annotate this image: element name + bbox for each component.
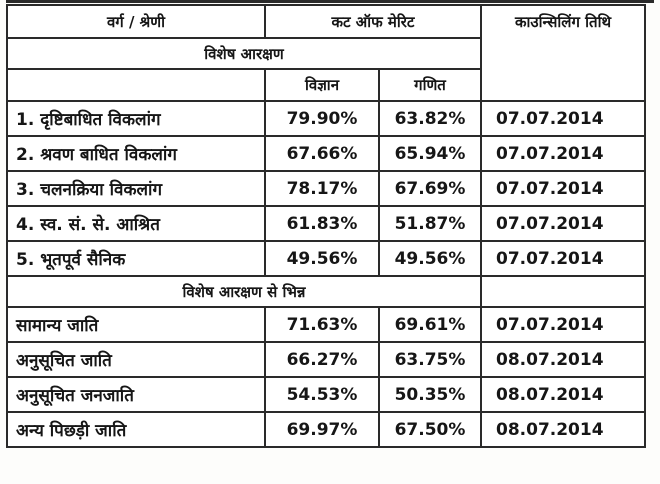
row-maths: 49.56% xyxy=(379,241,481,276)
row-science: 79.90% xyxy=(265,101,379,136)
row-category: अनुसूचित जनजाति xyxy=(7,377,265,412)
row-date: 07.07.2014 xyxy=(481,171,645,206)
section-title-other: विशेष आरक्षण से भिन्न xyxy=(7,276,481,307)
row-science: 61.83% xyxy=(265,206,379,241)
table-row xyxy=(7,377,645,412)
row-science: 67.66% xyxy=(265,136,379,171)
row-maths: 67.50% xyxy=(379,412,481,447)
row-date: 07.07.2014 xyxy=(481,241,645,276)
row-science: 66.27% xyxy=(265,342,379,377)
table-row xyxy=(7,206,645,241)
header-maths: गणित xyxy=(379,69,481,101)
row-science: 49.56% xyxy=(265,241,379,276)
row-category: सामान्य जाति xyxy=(7,307,265,342)
table-row xyxy=(7,412,645,447)
table-row xyxy=(7,171,645,206)
row-category: 4. स्व. सं. से. आश्रित xyxy=(7,206,265,241)
row-science: 69.97% xyxy=(265,412,379,447)
top-border-line xyxy=(6,0,654,3)
header-row xyxy=(7,5,645,38)
row-maths: 51.87% xyxy=(379,206,481,241)
row-category: 1. दृष्टिबाधित विकलांग xyxy=(7,101,265,136)
header-cutoff: कट ऑफ मेरिट xyxy=(265,5,481,38)
row-category: अन्य पिछड़ी जाति xyxy=(7,412,265,447)
header-special-reservation: विशेष आरक्षण xyxy=(7,38,481,69)
row-date: 08.07.2014 xyxy=(481,377,645,412)
header-science: विज्ञान xyxy=(265,69,379,101)
header-blank-cell xyxy=(7,69,265,101)
table-row xyxy=(7,307,645,342)
row-maths: 69.61% xyxy=(379,307,481,342)
row-date: 07.07.2014 xyxy=(481,101,645,136)
row-date: 07.07.2014 xyxy=(481,206,645,241)
cutoff-table xyxy=(6,4,646,448)
table-row xyxy=(7,241,645,276)
row-date: 08.07.2014 xyxy=(481,342,645,377)
section-row xyxy=(7,276,645,307)
row-date: 08.07.2014 xyxy=(481,412,645,447)
table-row xyxy=(7,136,645,171)
section-blank-cell xyxy=(481,276,645,307)
row-maths: 63.75% xyxy=(379,342,481,377)
row-science: 71.63% xyxy=(265,307,379,342)
row-category: अनुसूचित जाति xyxy=(7,342,265,377)
row-maths: 63.82% xyxy=(379,101,481,136)
row-science: 78.17% xyxy=(265,171,379,206)
row-date: 07.07.2014 xyxy=(481,307,645,342)
row-maths: 67.69% xyxy=(379,171,481,206)
row-category: 5. भूतपूर्व सैनिक xyxy=(7,241,265,276)
row-category: 3. चलनक्रिया विकलांग xyxy=(7,171,265,206)
row-maths: 65.94% xyxy=(379,136,481,171)
row-category: 2. श्रवण बाधित विकलांग xyxy=(7,136,265,171)
row-science: 54.53% xyxy=(265,377,379,412)
header-counselling-date: काउन्सिलिंग तिथि xyxy=(481,5,645,101)
table-row xyxy=(7,101,645,136)
table-row xyxy=(7,342,645,377)
header-category: वर्ग / श्रेणी xyxy=(7,5,265,38)
row-date: 07.07.2014 xyxy=(481,136,645,171)
row-maths: 50.35% xyxy=(379,377,481,412)
